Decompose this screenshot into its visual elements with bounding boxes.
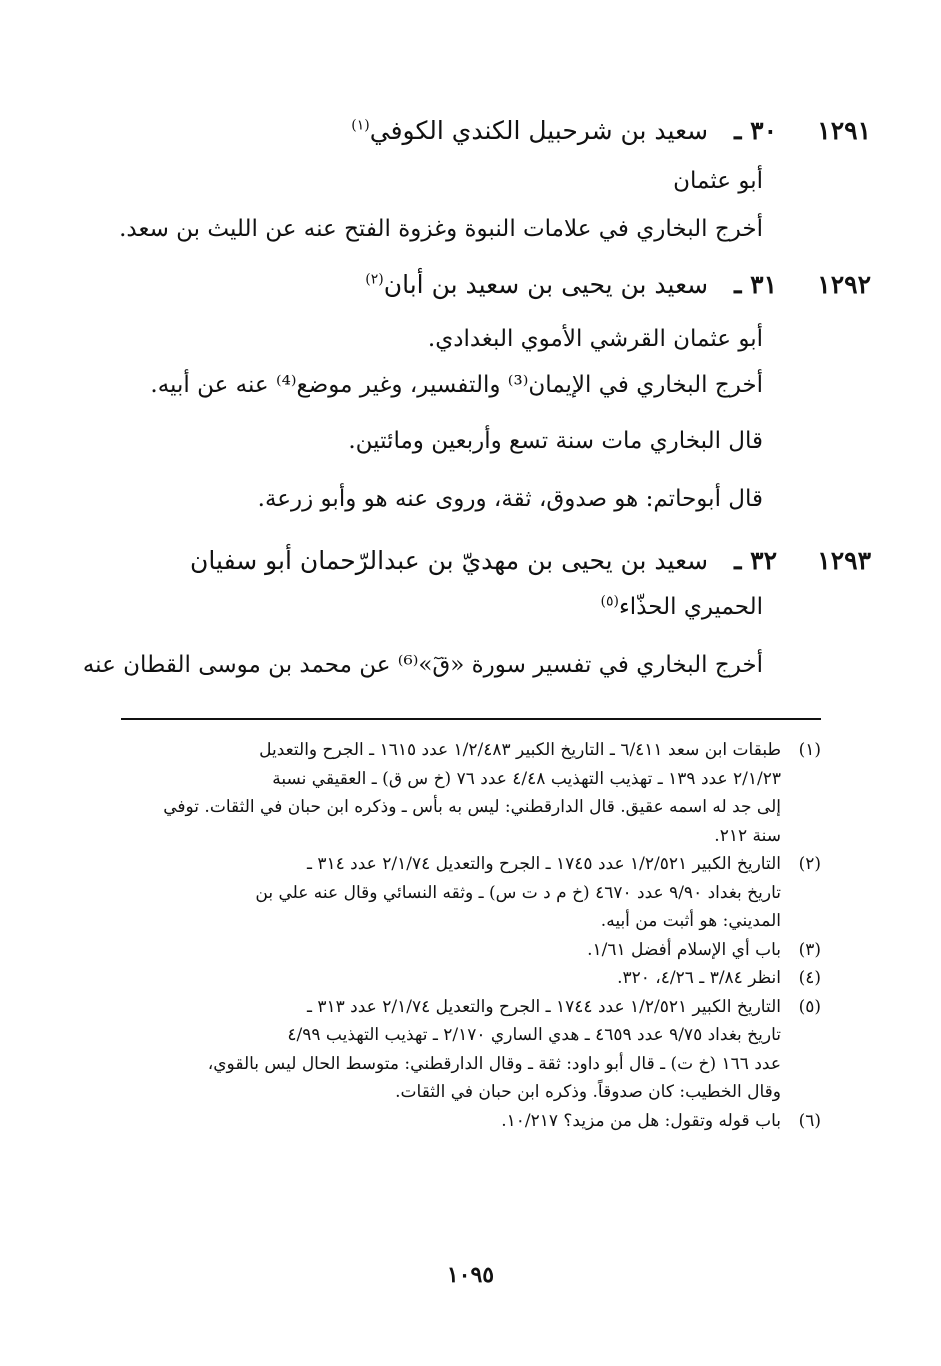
entry-name-text: سعيد بن يحيى بن سعيد بن أبان: [383, 270, 709, 299]
entry-heading: [111, 104, 871, 158]
footnote: [121, 736, 821, 850]
footnote-line: التاريخ الكبير ١/٢/٥٢١ عدد ١٧٤٤ ـ الجرح والتعديل ٢/١/٧٤ عدد ٣١٣ ـ: [306, 996, 781, 1017]
footnote-mark: (٥): [798, 996, 821, 1017]
footnote-line: تاريخ بغداد ٩/٧٥ عدد ٤٦٥٩ ـ هدي الساري ٢/١٧٠ ـ تهذيب التهذيب ٤/٩٩: [287, 1025, 781, 1045]
footnote-line: طبقات ابن سعد ٦/٤١١ ـ التاريخ الكبير ١/٢/٤٨٣ عدد ١٦١٥ ـ الجرح والتعديل: [259, 740, 781, 760]
footnote-line: انظر ٣/٨٤ ـ ٤/٢٦، ٣٢٠.: [617, 968, 781, 988]
footnote-line: المديني: هو أثبت من أبيه.: [600, 911, 781, 931]
entry-sequence: ٣٠ ـ: [734, 116, 777, 145]
entry-name: [351, 104, 708, 158]
entry-name: [365, 258, 708, 312]
footnote-line: باب أي الإسلام أفضل ١/٦١.: [587, 939, 781, 960]
entry-line: أخرج البخاري في الإيمان⁽³⁾ والتفسير، وغير موضع⁽⁴⁾ عنه عن أبيه.: [150, 372, 763, 398]
footnote-mark: (٦): [798, 1110, 821, 1131]
footnote-mark: (٢): [798, 854, 821, 874]
entry-name-continuation: [123, 582, 763, 632]
entry-sequence: ٣١ ـ: [734, 270, 777, 299]
footnote: [121, 1107, 821, 1136]
entry-line: أبو عثمان: [673, 168, 763, 194]
entry-line: أبو عثمان القرشي الأموي البغدادي.: [427, 326, 763, 352]
footnote-line: إلى جد له اسمه عقيق. قال الدارقطني: ليس به بأس ـ وذكره ابن حبان في الثقات. توفي: [163, 797, 781, 817]
footnote: [121, 993, 821, 1107]
footnote-mark: (١): [798, 740, 821, 760]
footnote-ref: (٢): [365, 271, 384, 288]
entry-line: قال أبوحاتم: هو صدوق، ثقة، وروى عنه هو وأبو زرعة.: [257, 486, 763, 512]
entry-name-text: سعيد بن شرحبيل الكندي الكوفي: [369, 116, 709, 145]
footnote-mark: (٤): [798, 968, 821, 988]
entry-heading: [111, 258, 871, 312]
entry-number: ١٢٩١: [817, 116, 871, 145]
footnote-line: تاريخ بغداد ٩/٩٠ عدد ٤٦٧٠ (خ م د ت س) ـ وثقه النسائي وقال عنه علي بن: [255, 882, 781, 903]
footnote-separator: [121, 718, 821, 720]
footnote-mark: (٣): [798, 939, 821, 960]
entry-name-text: سعيد بن يحيى بن مهديّ بن عبدالرّحمان أبو سفيان: [190, 546, 709, 575]
footnote: [121, 964, 821, 993]
footnote-line: ٢/١/٢٣ عدد ١٣٩ ـ تهذيب التهذيب ٤/٤٨ عدد ٧٦ (خ س ق) ـ العقيقي نسبة: [272, 768, 781, 789]
footnote-line: وقال الخطيب: كان صدوقاً. وذكره ابن حبان في الثقات.: [395, 1082, 781, 1102]
entry-heading: [111, 534, 871, 588]
footnote: [121, 936, 821, 965]
entry-line: أخرج البخاري في تفسير سورة «قٓ»⁽⁶⁾ عن محمد بن موسى القطان عنه: [82, 652, 763, 678]
entry-number: ١٢٩٣: [817, 546, 871, 575]
entry-line: قال البخاري مات سنة تسع وأربعين ومائتين.: [348, 428, 763, 454]
footnote-line: التاريخ الكبير ١/٢/٥٢١ عدد ١٧٤٥ ـ الجرح والتعديل ٢/١/٧٤ عدد ٣١٤ ـ: [306, 854, 781, 874]
entry-line: أخرج البخاري في علامات النبوة وغزوة الفتح عنه عن الليث بن سعد.: [119, 216, 763, 242]
page-number: ١٠٩٥: [446, 1262, 495, 1288]
entry-number: ١٢٩٢: [817, 270, 871, 299]
footnote-ref: (٥): [600, 593, 619, 610]
footnote-line: عدد ١٦٦ (خ ت) ـ قال أبو داود: ثقة ـ وقال الدارقطني: متوسط الحال ليس بالقوي،: [207, 1053, 781, 1074]
entry-sequence: ٣٢ ـ: [734, 546, 777, 575]
entry-name-text: الحميري الحذّاء: [618, 594, 763, 620]
footnote-ref: (١): [351, 117, 370, 134]
footnote-line: باب قوله وتقول: هل من مزيد؟ ١٠/٢١٧.: [501, 1110, 781, 1131]
footnote-line: سنة ٢١٢.: [714, 825, 781, 846]
footnote: [121, 850, 821, 936]
footnotes: [121, 736, 821, 1135]
